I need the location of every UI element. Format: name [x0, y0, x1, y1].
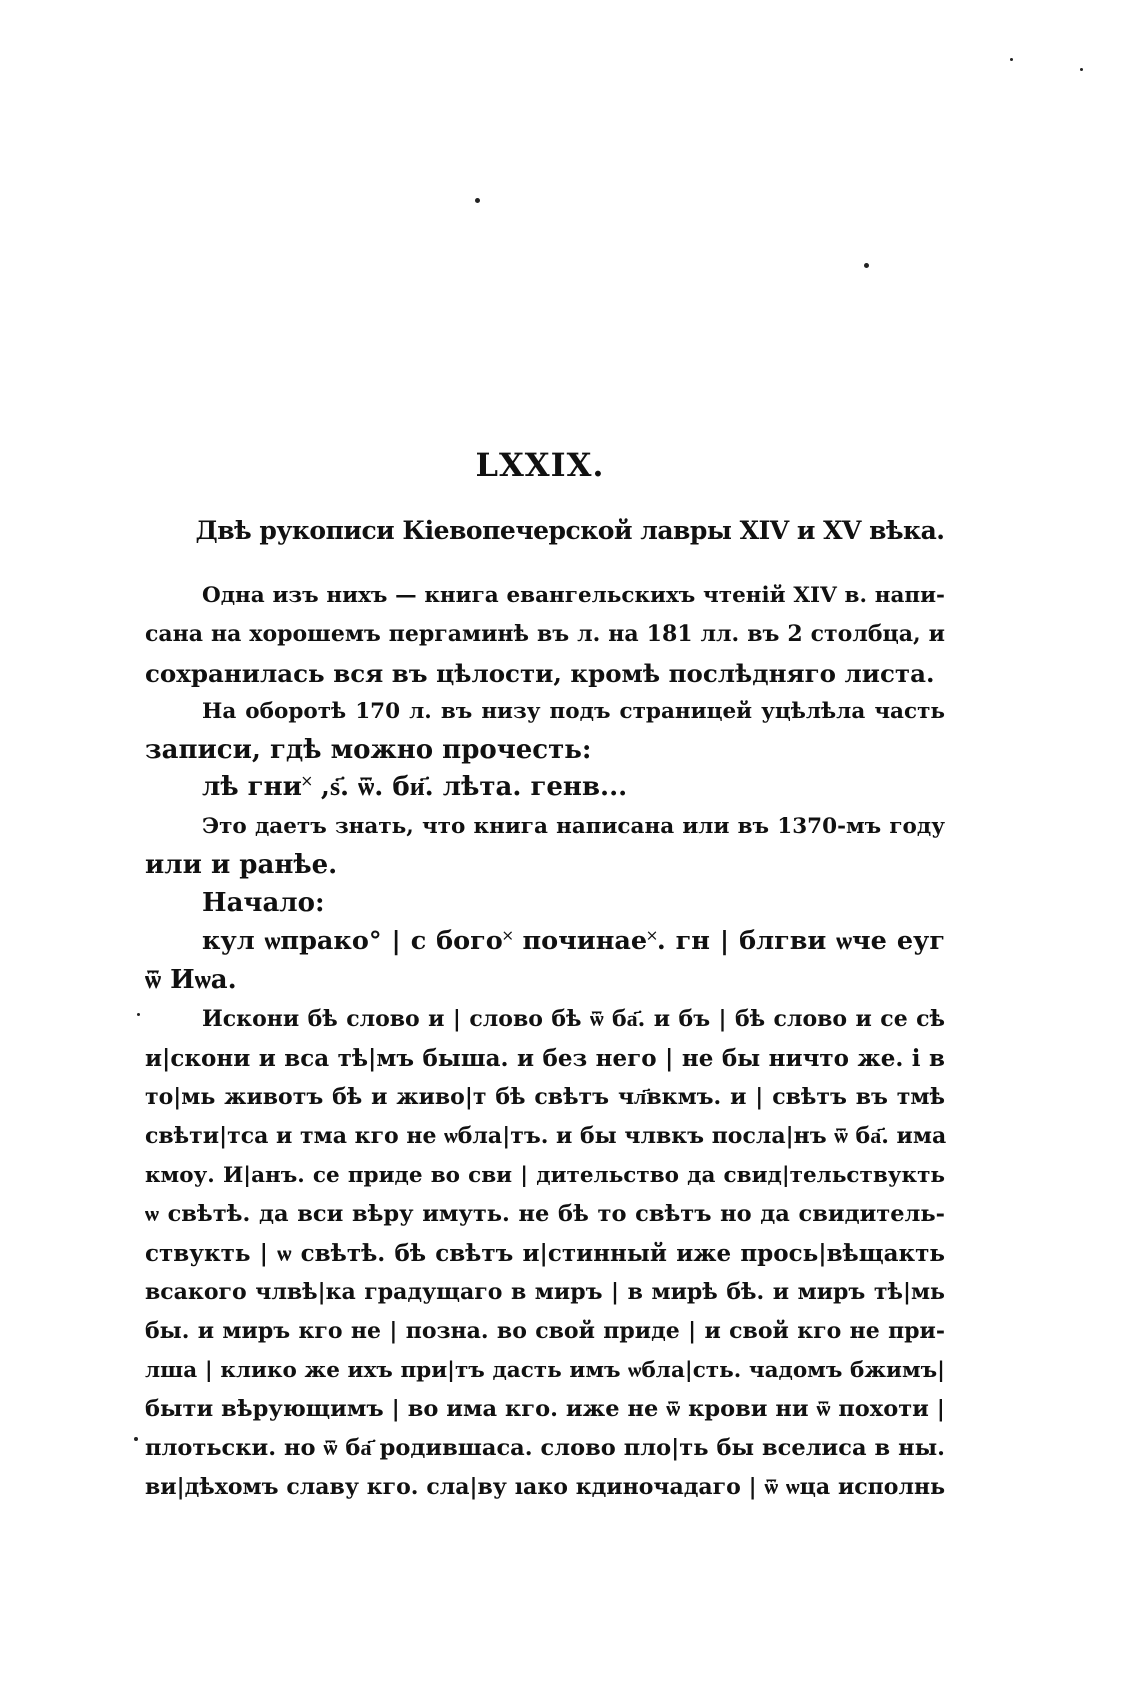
paragraph-gospel-text — [145, 1000, 945, 1507]
text-line: плотьски. но ѿ ба҃ родившаса. слово пло|ть бы вселиса в ны. — [145, 1435, 945, 1461]
paragraph-intro — [145, 576, 945, 693]
text-line: Одна изъ нихъ — книга евангельскихъ чтеній XIV в. напи- — [202, 583, 945, 608]
text-line: или и ранѣе. — [145, 850, 338, 880]
text-line: быти вѣрующимъ | во има кго. иже не ѿ крови ни ѿ похоти | — [145, 1396, 945, 1422]
text-line: то|мь животъ бѣ и живо|т бѣ свѣтъ чл҃вкмъ. и | свѣтъ въ тмѣ — [145, 1084, 945, 1110]
text-line: ѡ свѣтѣ. да вси вѣру имуть. не бѣ то свѣтъ но да свидитель- — [145, 1201, 945, 1227]
paragraph-beginning-label — [145, 884, 945, 923]
text-line: ѿ Иѡа. — [145, 965, 237, 995]
text-line: записи, гдѣ можно прочесть: — [145, 735, 592, 765]
text-line: всакого члвѣ|ка градущаго в миръ | в мирѣ бѣ. и миръ тѣ|мь — [145, 1279, 945, 1305]
print-speck — [475, 198, 480, 203]
text-line: Это даетъ знать, что книга написана или въ 1370-мъ году — [202, 814, 945, 839]
text-line: лѣ гни˟ ,ѕ҃. ѿ. би҃. лѣта. генв... — [202, 772, 628, 802]
chapter-number: LXXIX. — [475, 446, 605, 484]
text-line: и|скони и вса тѣ|мъ быша. и без него | не бы ничто же. і в — [145, 1045, 945, 1072]
text-line: Начало: — [202, 888, 325, 918]
print-speck — [1010, 58, 1013, 61]
text-line: ви|дѣхомъ славу кго. сла|ву ıако кдиночадаго | ѿ ѡца исполнь — [145, 1474, 945, 1500]
text-line: свѣти|тса и тма кго не ѡбла|тъ. и бы члвкъ посла|нъ ѿ ба҃. има — [145, 1123, 947, 1149]
text-line: бы. и миръ кго не | позна. во свой приде | и свой кго не при- — [145, 1318, 945, 1344]
print-speck — [864, 263, 869, 268]
chapter-title: Двѣ рукописи Кіевопечерской лавры XIV и XV вѣка. — [195, 516, 945, 545]
text-line: сана на хорошемъ пергаминѣ въ л. на 181 лл. въ 2 столбца, и — [145, 621, 945, 647]
print-speck — [137, 1013, 140, 1016]
text-line: ствукть | ѡ свѣтѣ. бѣ свѣтъ и|стинный иже прось|вѣщакть — [145, 1240, 945, 1267]
text-line: сохранилась вся въ цѣлости, кромѣ послѣдняго листа. — [145, 659, 935, 688]
text-line: кул ѡпрако° | с бого˟ починае˟. гн | блгви ѡче еуг — [202, 926, 945, 956]
paragraph-dating — [145, 807, 945, 885]
text-line: кмоу. И|анъ. се приде во сви | дительство да свид|тельствукть — [145, 1163, 945, 1188]
text-line: Искони бѣ слово и | слово бѣ ѿ ба҃. и бъ | бѣ слово и се сѣ — [202, 1006, 945, 1032]
print-speck — [134, 1437, 138, 1441]
text-line: лша | клико же ихъ при|тъ дасть имъ ѡбла|сть. чадомъ бжимъ| — [145, 1358, 945, 1383]
text-line: На оборотѣ 170 л. въ низу подъ страницей уцѣлѣла часть — [202, 699, 945, 724]
paragraph-inscription — [145, 768, 945, 807]
paragraph-incipit — [145, 922, 945, 1000]
paragraph-folio-note — [145, 692, 945, 770]
print-speck — [1080, 68, 1083, 71]
